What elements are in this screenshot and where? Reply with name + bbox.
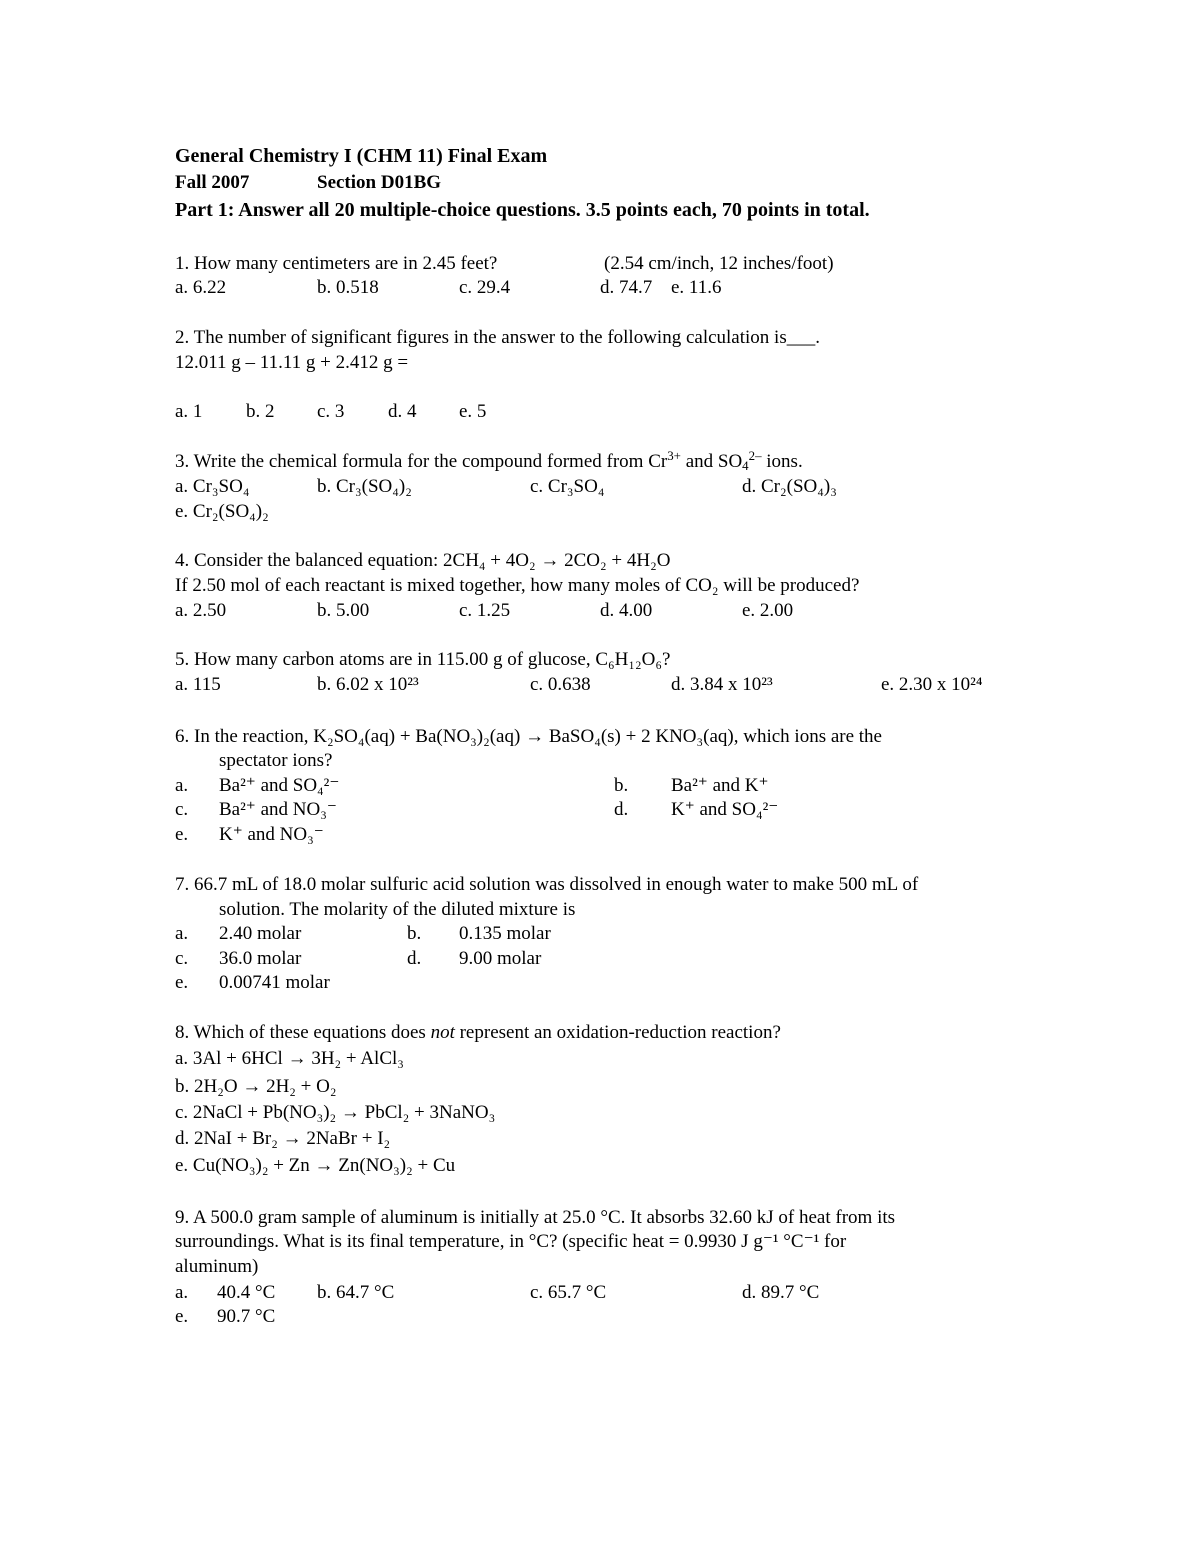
q3-option-c: c. Cr₃SO₄ — [530, 476, 605, 497]
q4-stem: 4. Consider the balanced equation: 2CH₄ + 4O₂ → 2CO₂ + 4H₂O — [175, 550, 671, 571]
q9-option-e-label: e. — [175, 1306, 189, 1327]
q8-option-b: b. 2H₂O → 2H₂ + O₂ — [175, 1076, 337, 1097]
q9-option-d: d. 89.7 °C — [742, 1282, 820, 1303]
q3-option-b: b. Cr₃(SO₄)₂ — [317, 476, 412, 497]
q5-option-e: e. 2.30 x 10²⁴ — [881, 674, 983, 695]
q5-option-d: d. 3.84 x 10²³ — [671, 674, 773, 695]
q7-option-c: 36.0 molar — [219, 948, 302, 969]
q9-stem: 9. A 500.0 gram sample of aluminum is initially at 25.0 °C. It absorbs 32.60 kJ of heat from its — [175, 1207, 896, 1228]
q9-option-b: b. 64.7 °C — [317, 1282, 395, 1303]
q7-option-c-label: c. — [175, 948, 189, 969]
q8-stem: 8. Which of these equations does not represent an oxidation-reduction reaction? — [175, 1022, 781, 1043]
exam-term: Fall 2007 — [175, 172, 250, 193]
q7-option-e: 0.00741 molar — [219, 972, 330, 993]
q7-option-d: 9.00 molar — [459, 948, 542, 969]
q9-option-e: 90.7 °C — [217, 1306, 276, 1327]
q7-option-a: 2.40 molar — [219, 923, 302, 944]
q1-option-a: a. 6.22 — [175, 277, 227, 298]
q8-option-a: a. 3Al + 6HCl → 3H₂ + AlCl₃ — [175, 1048, 404, 1069]
q2-option-e: e. 5 — [459, 401, 487, 422]
q3-option-d: d. Cr₂(SO₄)₃ — [742, 476, 837, 497]
q9-option-a-label: a. — [175, 1282, 189, 1303]
q1-stem: 1. How many centimeters are in 2.45 feet? — [175, 253, 498, 274]
q2-option-a: a. 1 — [175, 401, 203, 422]
q4-option-c: c. 1.25 — [459, 600, 511, 621]
exam-section: Section D01BG — [317, 172, 442, 193]
q3-stem: 3. Write the chemical formula for the compound formed from $Cr^{3+}$ and $SO_4^{2-}$ ions. — [175, 447, 803, 474]
q9-option-c: c. 65.7 °C — [530, 1282, 607, 1303]
q6-option-d: K⁺ and SO₄²⁻ — [671, 799, 779, 820]
q1-hint: (2.54 cm/inch, 12 inches/foot) — [604, 253, 834, 274]
q7-option-b-label: b. — [407, 923, 422, 944]
q2-option-d: d. 4 — [388, 401, 417, 422]
q4-option-b: b. 5.00 — [317, 600, 370, 621]
q5-option-b: b. 6.02 x 10²³ — [317, 674, 419, 695]
q4-option-a: a. 2.50 — [175, 600, 227, 621]
q3-option-a: a. Cr₃SO₄ — [175, 476, 250, 497]
q6-option-a: Ba²⁺ and SO₄²⁻ — [219, 775, 340, 796]
q6-option-d-label: d. — [614, 799, 629, 820]
q7-stem-cont: solution. The molarity of the diluted mixture is — [219, 899, 576, 920]
q7-option-a-label: a. — [175, 923, 189, 944]
q5-stem: 5. How many carbon atoms are in 115.00 g of glucose, C₆H₁₂O₆? — [175, 649, 671, 670]
q6-option-e-label: e. — [175, 824, 189, 845]
q6-option-e: K⁺ and NO₃⁻ — [219, 824, 324, 845]
q6-option-a-label: a. — [175, 775, 189, 796]
q7-option-d-label: d. — [407, 948, 422, 969]
q7-stem: 7. 66.7 mL of 18.0 molar sulfuric acid solution was dissolved in enough water to make 500 mL of — [175, 874, 919, 895]
q6-stem: 6. In the reaction, K₂SO₄(aq) + Ba(NO₃)₂(aq) → BaSO₄(s) + 2 KNO₃(aq), which ions are the — [175, 726, 882, 747]
q1-option-e: e. 11.6 — [671, 277, 722, 298]
q4-question: If 2.50 mol of each reactant is mixed together, how many moles of CO₂ will be produced? — [175, 575, 860, 596]
exam-title: General Chemistry I (CHM 11) Final Exam — [175, 145, 548, 167]
q8-option-d: d. 2NaI + Br₂ → 2NaBr + I₂ — [175, 1128, 391, 1149]
q1-option-b: b. 0.518 — [317, 277, 379, 298]
q8-option-e: e. Cu(NO₃)₂ + Zn → Zn(NO₃)₂ + Cu — [175, 1155, 456, 1176]
q5-option-a: a. 115 — [175, 674, 221, 695]
q7-option-e-label: e. — [175, 972, 189, 993]
q3-option-e: e. Cr₂(SO₄)₂ — [175, 501, 269, 522]
q2-option-c: c. 3 — [317, 401, 345, 422]
q2-stem: 2. The number of significant figures in the answer to the following calculation is___. — [175, 327, 820, 348]
q1-option-d: d. 74.7 — [600, 277, 653, 298]
q2-calc: 12.011 g – 11.11 g + 2.412 g = — [175, 352, 409, 373]
q4-option-d: d. 4.00 — [600, 600, 653, 621]
q9-stem-cont: surroundings. What is its final temperature, in °C? (specific heat = 0.9930 J g⁻¹ °C⁻¹ for — [175, 1231, 847, 1252]
q2-option-b: b. 2 — [246, 401, 275, 422]
q6-option-c-label: c. — [175, 799, 189, 820]
q9-option-a: 40.4 °C — [217, 1282, 276, 1303]
q6-option-b-label: b. — [614, 775, 629, 796]
q8-option-c: c. 2NaCl + Pb(NO₃)₂ → PbCl₂ + 3NaNO₃ — [175, 1102, 496, 1123]
q7-option-b: 0.135 molar — [459, 923, 551, 944]
q5-option-c: c. 0.638 — [530, 674, 591, 695]
exam-instructions: Part 1: Answer all 20 multiple-choice questions. 3.5 points each, 70 points in total. — [175, 199, 870, 221]
q6-option-c: Ba²⁺ and NO₃⁻ — [219, 799, 337, 820]
q4-option-e: e. 2.00 — [742, 600, 794, 621]
q6-option-b: Ba²⁺ and K⁺ — [671, 775, 769, 796]
q9-stem-cont-2: aluminum) — [175, 1256, 259, 1277]
q1-option-c: c. 29.4 — [459, 277, 511, 298]
q6-stem-cont: spectator ions? — [219, 750, 333, 771]
